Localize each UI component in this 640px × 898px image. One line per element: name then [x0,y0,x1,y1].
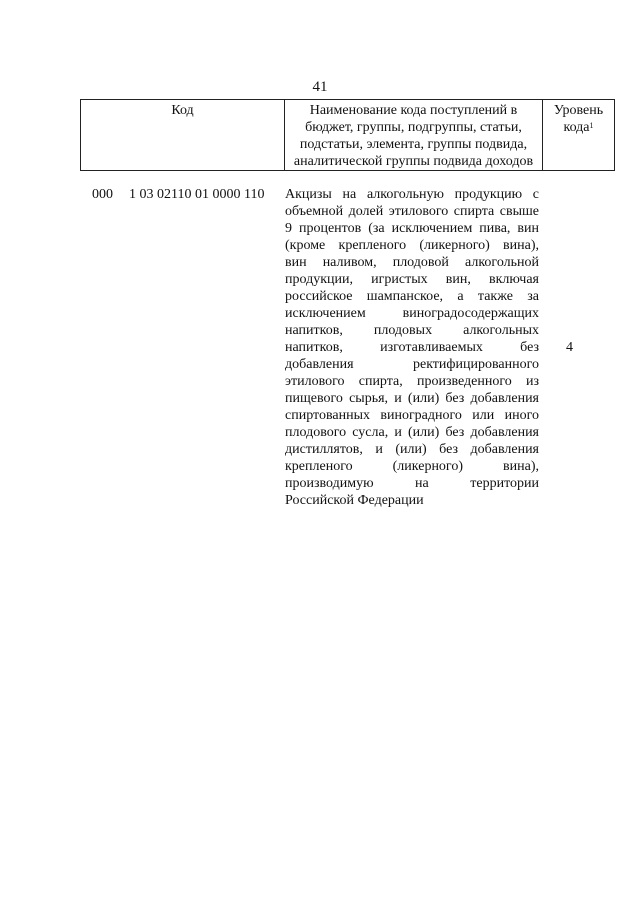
header-level-word: кода [563,120,590,135]
header-level-line [543,119,614,136]
description-line: спиртованных виноградного или иного [285,408,539,423]
description-line: напитков, изготавливаемых без [285,340,539,355]
description-line: напитков, плодовых алкогольных [285,323,539,338]
header-name-line: подстатьи, элемента, группы подвида, [299,137,528,152]
description-line: добавления ректифицированного [285,357,539,372]
description-line: исключением виноградосодержащих [285,306,539,321]
description-line: плодового сусла, и (или) без добавления [285,425,539,440]
header-level-line: Уровень [553,103,604,118]
description-line: Акцизы на алкогольную продукцию с [285,187,539,202]
description-line: вин наливом, плодовой алкогольной [285,255,539,270]
description-line: (кроме крепленого (ликерного) вина), [285,238,539,253]
header-level [543,100,615,171]
description-line: Российской Федерации [285,493,424,508]
description-line: 9 процентов (за исключением пива, вин [285,221,539,236]
description-line: производимую на территории [285,476,539,491]
header-name-line: бюджет, группы, подгруппы, статьи, [305,120,522,135]
description-line: продукции, игристых вин, включая [285,272,539,287]
page-number: 41 [312,79,328,95]
description-line: российское шампанское, а также за [285,289,539,304]
description-line: пищевого сырья, и (или) без добавления [285,391,539,406]
revenue-description [285,186,539,509]
description-line: этилового спирта, произведенного из [285,374,539,389]
revenue-code: 1 03 02110 01 0000 110 [129,187,265,202]
header-name-line: аналитической группы подвида доходов [293,154,534,169]
code-level: 4 [566,340,573,355]
table-header [80,99,615,171]
footnote-marker: 1 [589,121,594,130]
description-line: объемной долей этилового спирта свыше [285,204,539,219]
header-name-line: Наименование кода поступлений в [309,103,518,118]
header-code-label: Код [171,103,194,118]
header-code [81,100,285,171]
header-name [285,100,543,171]
description-line: крепленого (ликерного) вина), [285,459,539,474]
description-line: дистиллятов, и (или) без добавления [285,442,539,457]
admin-code: 000 [92,187,113,202]
